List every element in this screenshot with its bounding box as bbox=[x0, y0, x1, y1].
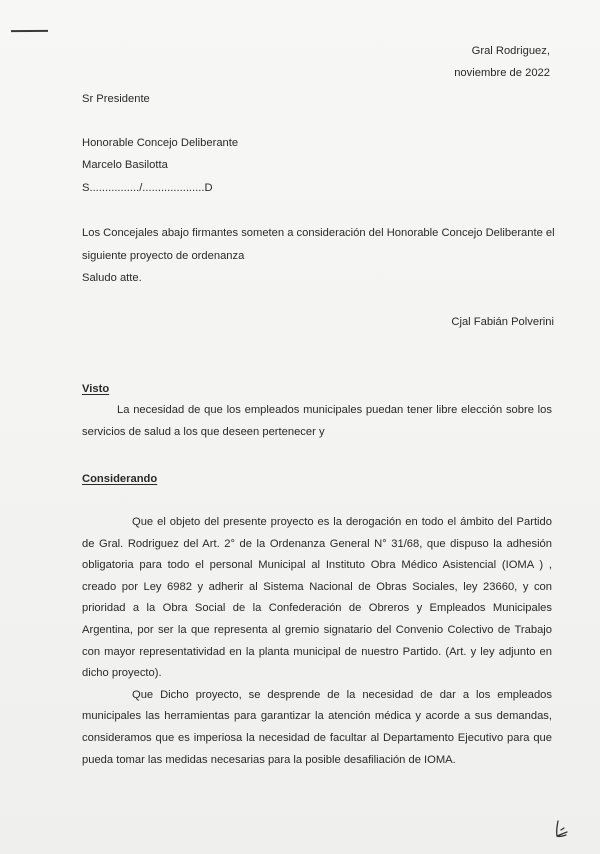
visto-heading: Visto bbox=[82, 383, 110, 395]
considerando-paragraph-1: Que el objeto del presente proyecto es la derogación en todo el ámbito del Partido de Gral. Rodriguez del Art. 2° de la Ordenanza General N° 31/68, que dispuso la adhesión obligatoria para todo el personal Municipal al Instituto Obra Médico Asistencial (IOMA ) , creado por Ley 6982 y adherir al Sistema Nacional de Obras Sociales, ley 23660, y con prioridad a la Obra Social de la Confederación de Obreros y Empleados Municipales Argentina, por ser la que representa al gremio signatario del Convenio Colectivo de Trabajo con mayor representatividad en la planta municipal de nuestro Partido. (Art. y ley adjunto en dicho proyecto). bbox=[82, 516, 552, 680]
considerando-paragraph-2: Que Dicho proyecto, se desprende de la necesidad de dar a los empleados municipales las herramientas para garantizar la atención médica y acorde a sus demandas, consideramos que es imperiosa la necesidad de facultar al Departamento Ejecutivo para que pueda tomar las medidas necesarias para la posible desafiliación de IOMA. bbox=[82, 688, 552, 766]
visto-text: La necesidad de que los empleados municipales puedan tener libre elección sobre los servicios de salud a los que deseen pertenecer y bbox=[82, 404, 552, 438]
place-line: Gral Rodriguez, bbox=[471, 45, 550, 57]
signer-name: Cjal Fabián Polverini bbox=[451, 316, 554, 328]
addressee-body: Honorable Concejo Deliberante bbox=[82, 137, 239, 149]
intro-line-2: siguiente proyecto de ordenanza bbox=[82, 250, 245, 262]
salutation: Sr Presidente bbox=[82, 93, 150, 105]
date-line: noviembre de 2022 bbox=[454, 67, 550, 79]
intro-line-1: Los Concejales abajo firmantes someten a consideración del Honorable Concejo Deliberante el bbox=[82, 227, 555, 239]
closing-line: Saludo atte. bbox=[82, 272, 142, 284]
handwritten-initial-mark bbox=[552, 818, 572, 840]
corner-dash-mark bbox=[11, 30, 48, 32]
addressee-person: Marcelo Basilotta bbox=[82, 159, 168, 171]
sd-line: S................/....................D bbox=[82, 182, 213, 194]
considerando-body bbox=[82, 512, 552, 771]
considerando-heading: Considerando bbox=[82, 473, 158, 485]
